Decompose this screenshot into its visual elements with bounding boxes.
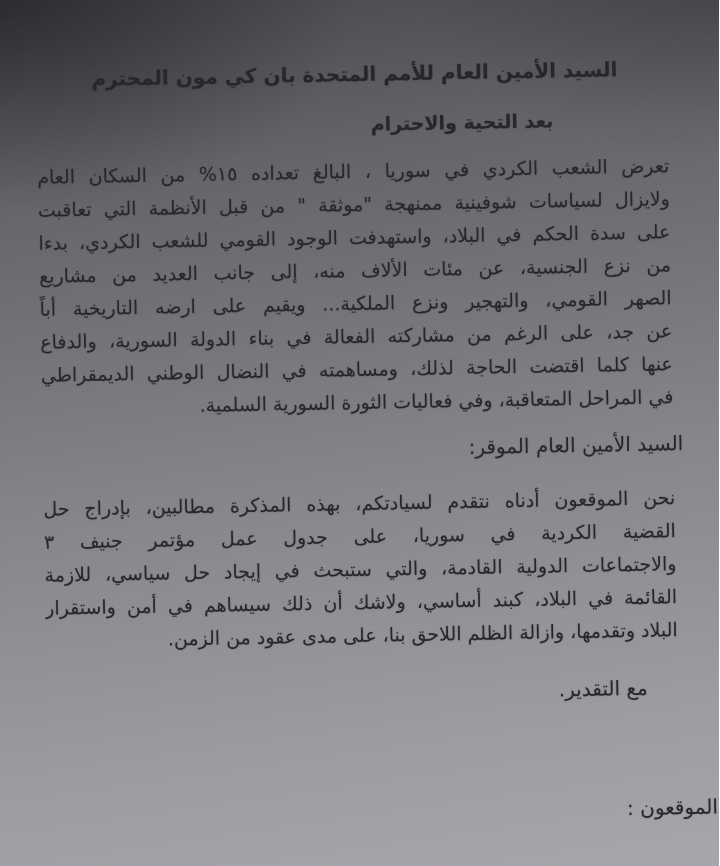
letter-text-line: عن جد، على الرغم من مشاركته الفعالة في بناء الدولة السورية، والدفاع (41, 320, 674, 354)
letter-paragraph-1 (38, 150, 675, 426)
letter-text-line: القائمة في البلاد، كبند أساسي، ولاشك أن ذلك سيساهم في أمن واستقرار (45, 586, 679, 620)
letter-text-line: على سدة الحكم في البلاد، واستهدفت الوجود القومي للشعب الكردي، بدءا (39, 221, 672, 255)
letter-greeting: بعد التحية والاحترام (371, 110, 555, 136)
letter-salutation: السيد الأمين العام للأمم المتحدة بان كي مون المحترم (92, 57, 619, 91)
letter-paragraph-2 (44, 482, 679, 659)
signatories-label: الموقعون : (627, 794, 720, 821)
letter-text-line: والاجتماعات الدولية القادمة، والتي ستبحث في إيجاد حل سياسي، للازمة (45, 553, 678, 587)
letter-closing: مع التقدير. (559, 675, 649, 702)
letter-text-line: عنها كلما اقتضت الحاجة لذلك، ومساهمته في النضال الوطني الديمقراطي (41, 353, 674, 387)
letter-text-line: البلاد وتقدمها، وازالة الظلم اللاحق بنا، على مدى عقود من الزمن. (168, 619, 679, 651)
letter-text-line: ولايزال لسياسات شوفينية ممنهجة "موثقة " من قبل الأنظمة التي تعاقبت (38, 188, 671, 222)
letter-text-line: تعرض الشعب الكردي في سوريا ، البالغ تعداده ١٥% من السكان العام (38, 155, 671, 189)
letter-text-line: في المراحل المتعاقبة، وفي فعاليات الثورة السورية السلمية. (200, 386, 675, 417)
letter-text-line: الصهر القومي، والتهجير ونزع الملكية... ويقيم على ارضه التاريخية أباً (40, 287, 673, 321)
letter-text-line: نحن الموقعون أدناه نتقدم لسيادتكم، بهذه المذكرة مطالبين، بإدراج حل (44, 487, 677, 521)
letter-text-line: من نزع الجنسية، عن مئات الألاف منه، إلى جانب العديد من مشاريع (39, 254, 673, 288)
letter-addressee-line: السيد الأمين العام الموقر: (469, 431, 685, 459)
letter-text-line: القضية الكردية في سوريا، على جدول عمل مؤتمر جنيف ٣ (44, 520, 678, 554)
